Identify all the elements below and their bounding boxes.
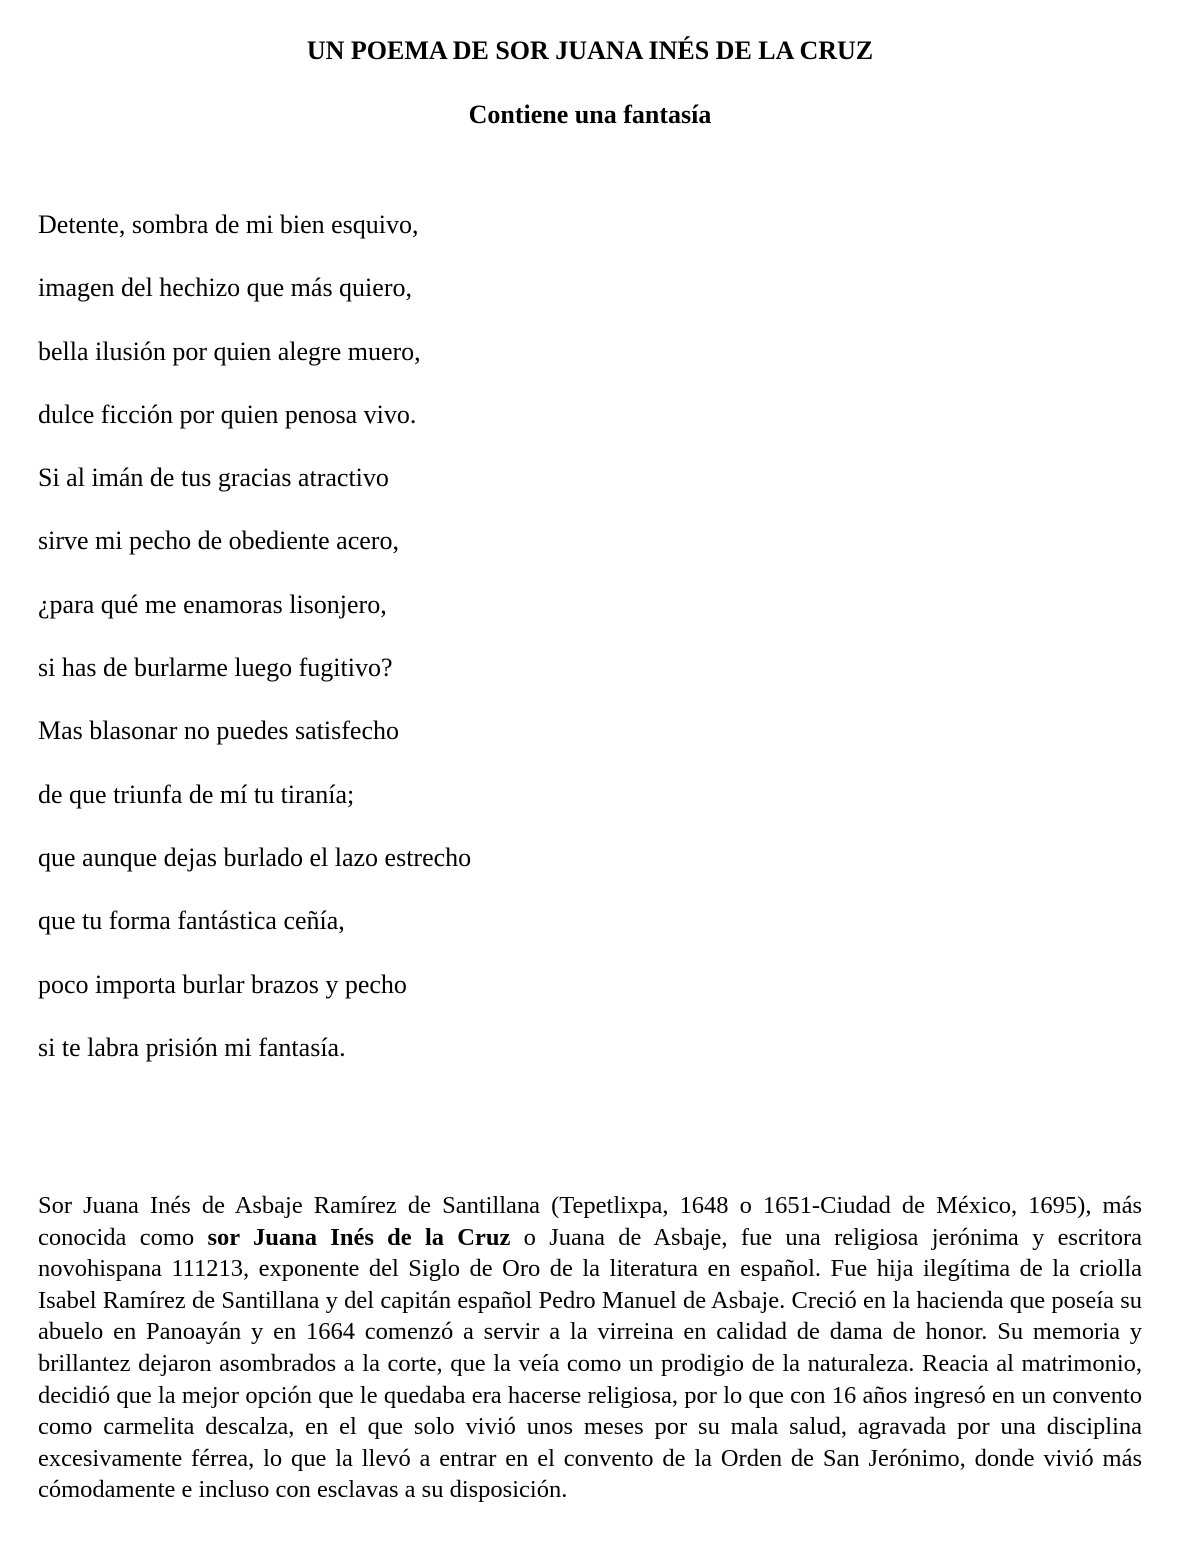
poem-line: si has de burlarme luego fugitivo? [38, 653, 393, 683]
poem-line: imagen del hechizo que más quiero, [38, 273, 412, 303]
poem-line: Detente, sombra de mi bien esquivo, [38, 210, 419, 239]
poem-line: Si al imán de tus gracias atractivo [38, 463, 389, 493]
document-subtitle: Contiene una fantasía [468, 100, 712, 129]
poem-line: que aunque dejas burlado el lazo estrecho [38, 842, 472, 872]
poem-line: poco importa burlar brazos y pecho [38, 969, 407, 999]
biography-paragraph [38, 1190, 1142, 1506]
poem-line: sirve mi pecho de obediente acero, [38, 526, 399, 556]
poem-line: que tu forma fantástica ceñía, [38, 906, 345, 936]
document-title: UN POEMA DE SOR JUANA INÉS DE LA CRUZ [306, 36, 874, 65]
bio-bold-name: sor Juana Inés de la Cruz [207, 1223, 511, 1251]
bio-text-body: o Juana de Asbaje, fue una religiosa jerónima y escritora novohispana 111213, exponente del Siglo de Oro de la literatura en español. Fue hija ilegítima de la criolla Isabel Ramírez de Santillana y del capitán español Pedro Manuel de Asbaje. Creció en la hacienda que poseía su abuelo en Panoayán y en 1664 comenzó a servir a la virreina en calidad de dama de honor. Su memoria y brillantez dejaron asombrados a la corte, que la veía como un prodigio de la naturaleza. Reacia al matrimonio, decidió que la mejor opción que le quedaba era hacerse religiosa, por lo que con 16 años ingresó en un convento como carmelita descalza, en el que solo vivió unos meses por su mala salud, agravada por una disciplina excesivamente férrea, lo que la llevó a entrar en el convento de la Orden de San Jerónimo, donde vivió más cómodamente e incluso con esclavas a su disposición. [38, 1223, 1142, 1504]
poem-line: si te labra prisión mi fantasía. [38, 1032, 346, 1062]
poem [38, 208, 471, 1094]
bio-text-intro: Sor Juana Inés de Asbaje Ramírez de Santillana (Tepetlixpa, 1648 o 1651-Ciudad de México, 1695), más conocida como [38, 1192, 1142, 1251]
poem-line: ¿para qué me enamoras lisonjero, [38, 589, 387, 619]
poem-line: dulce ficción por quien penosa vivo. [38, 399, 417, 429]
poem-line: de que triunfa de mí tu tiranía; [38, 779, 355, 809]
poem-line: bella ilusión por quien alegre muero, [38, 336, 421, 366]
poem-line: Mas blasonar no puedes satisfecho [38, 716, 400, 746]
